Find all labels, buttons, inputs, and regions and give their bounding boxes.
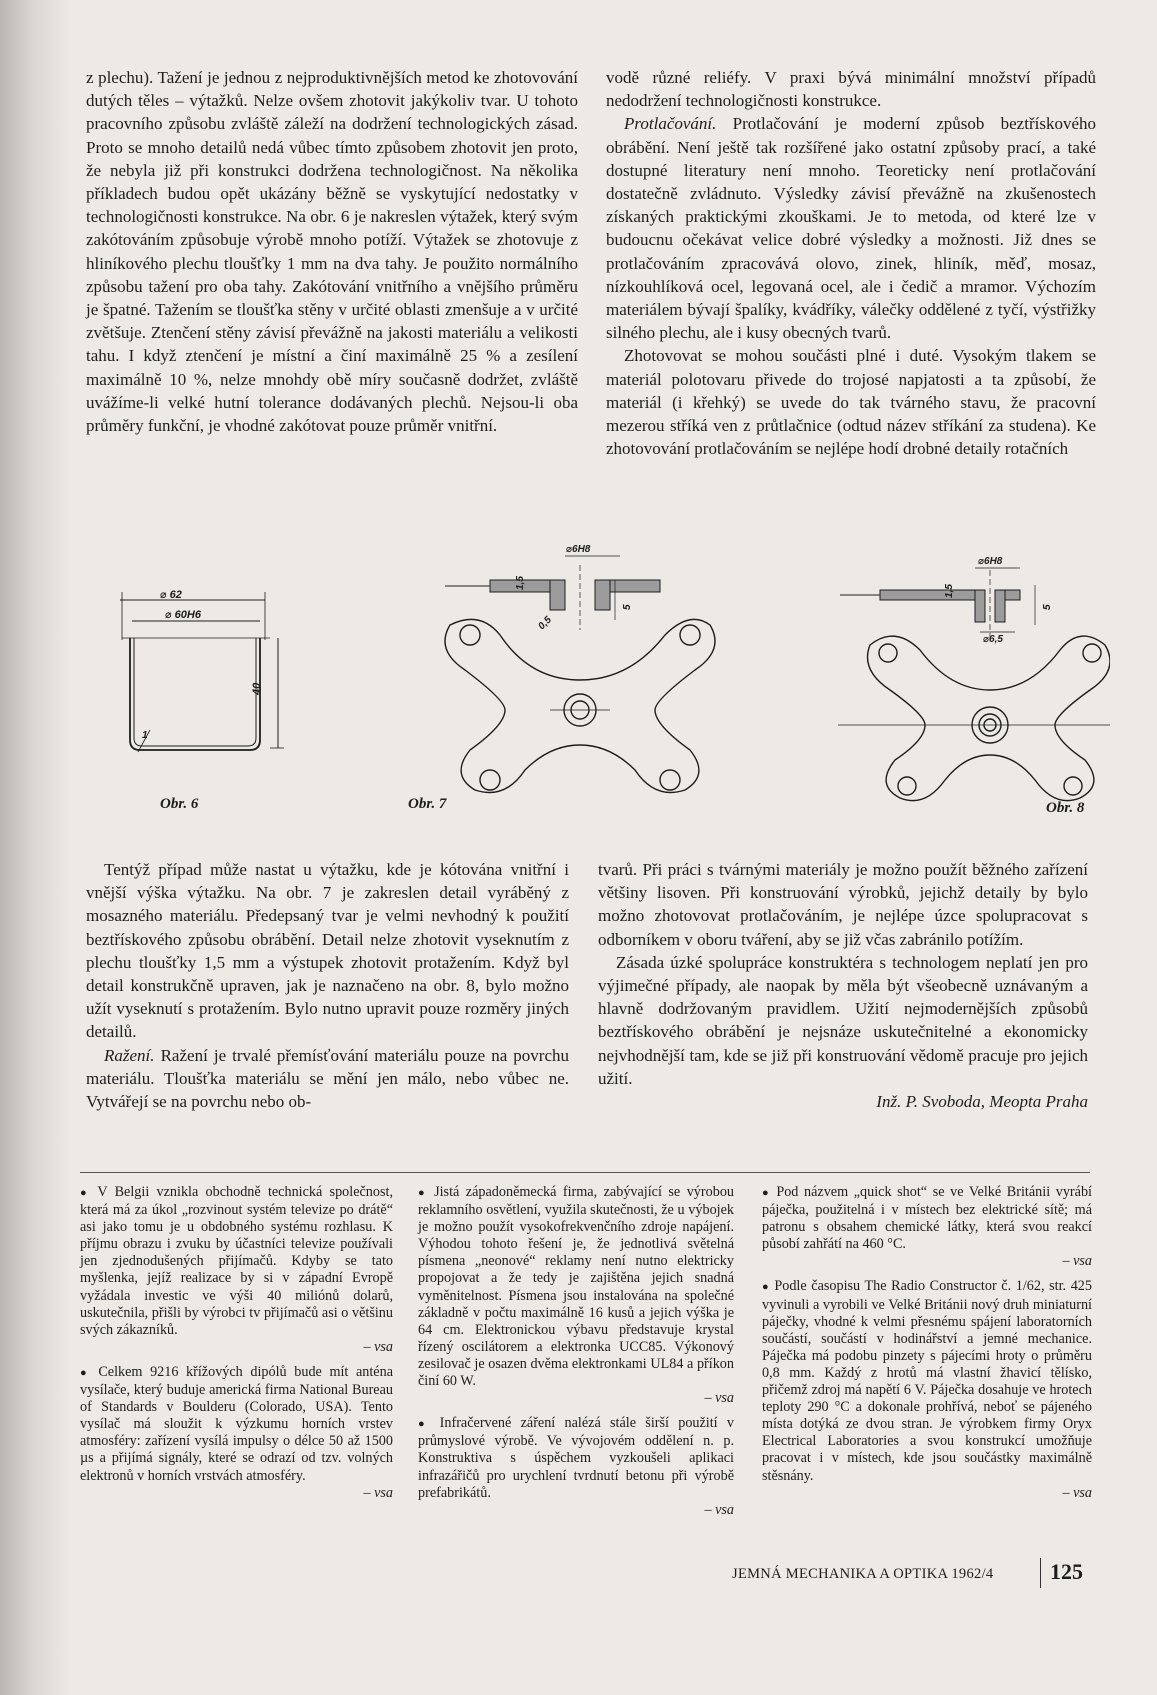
dim-outer-diameter: ⌀6,5 (983, 634, 1003, 645)
section-heading-razeni: Ražení. (104, 1045, 155, 1065)
news-item: ● Celkem 9216 křížových dipólů bude mít anténa vysílače, který buduje americká firma National Bureau of Standards v Boulderu (Colorado, USA). Tento vysílač má sloužit k výzkumu horních vrstev atmosféry: zařízení vysílá impulsy o délce 50 až 1500 µs a přijímá signály, které se odrazí od tzv. volných elektronů v horních vrstvách atmosféry. – vsa (80, 1363, 393, 1501)
article-paragraph: Protlačování. Protlačování je moderní způsob beztřískového obrábění. Není ještě tak rozšířené jako ostatní způsoby prací, a také dostupné literatury není mnoho. Teoreticky není protlačování dostatečně zvládnuto. Výsledky závisí převážně na zkušenostech získaných praktickými zkouškami. Je to metoda, od které lze v budoucnu očekávat velice dobré výsledky a možnosti. Již dnes se protlačováním zpracovává olovo, zinek, hliník, měď, mosaz, nízkouhlíková ocel, legovaná ocel, ale i čedič a mramor. Výchozím materiálem bývají špalíky, kvádříky, válečky oddělené z tyčí, výstřižky silného plechu, ale i kusy obecných tvarů. (606, 114, 1096, 343)
caption-obr7: Obr. 7 (408, 796, 447, 812)
article-paragraph: Tentýž případ může nastat u výtažku, kde je kótována vnitřní i vnější výška výtažku. Na obr. 7 je zakreslen detail vyráběný z mosazného materiálu. Předepsaný tvar je velmi nevhodný k použití beztřískového způsobu obrábění. Detail nelze zhotovit vyseknutím z plechu tloušťky 1,5 mm a výstupek zhotovit protažením. Když byl detail konstrukčně upraven, jak je naznačeno na obr. 8, bylo možno užít vyseknutí s protažením. Bylo nutno upravit pouze rozměry jiných detailů. (86, 860, 569, 1042)
news-col-2 (418, 1184, 734, 1527)
dim-thickness: 1,5 (944, 584, 955, 598)
article-col-left-bottom (86, 858, 569, 1113)
news-item: ● Podle časopisu The Radio Constructor č. 1/62, str. 425 vyvinuli a vyrobili ve Velké Británii nový druh miniaturní páječky, vhodné k velmi přesnému spájení laboratorních součástí, součástí v hodinářství a jemné mechanice. Páječka má podobu pinzety s pájecími hroty o průměru 0,8 mm. Každý z hrotů má vlastní žhavicí tělísko, přičemž zdroj má napětí 6 V. Páječka dosahuje ve hrotech teploty 290 °C a dokonale prohřívá, neboť se pájeného místa dotýká ze dvou stran. Je výrobkem firmy Oryx Electrical Laboratories a svou konstrukcí umožňuje pracovat i v místech, kde jsou součástky maximálně stěsnány. – vsa (762, 1278, 1092, 1501)
dim-outer-diameter: ⌀ 62 (160, 589, 182, 601)
news-item: ● Infračervené záření nalézá stále širší použití v průmyslové výrobě. Ve vývojovém oddělení n. p. Konstruktiva s úspěchem vyzkoušeli aplikaci infrazářičů pro urychlení tvrdnutí betonu při výrobě prefabrikátů. – vsa (418, 1415, 734, 1518)
dim-bore: ⌀6H8 (566, 544, 591, 555)
bullet-icon: ● (762, 1187, 771, 1199)
news-col-1 (80, 1184, 393, 1510)
news-item: ● V Belgii vznikla obchodně technická společnost, která má za úkol „rozvinout systém televize po drátě“ asi jako tomu je u obdobného systému rozhlasu. K příjmu obrazu i zvuku by účastníci televize používali jen zjednodušených přijímačů. Kdyby se tato myšlenka, jejíž realizace by si v západní Evropě vyžádala investic ve výši 40 miliónů dolarů, uskutečnila, přišli by výrobci tv přijímačů asi o většinu svých zákazníků. – vsa (80, 1184, 393, 1355)
bullet-icon: ● (80, 1187, 91, 1199)
dim-bore: ⌀6H8 (978, 556, 1003, 567)
article-col-right-top (606, 66, 1096, 460)
article-paragraph: tvarů. Při práci s tvárnými materiály je možno použít běžného zařízení většiny lisoven. Při konstruování výrobků, jejichž detaily by bylo možno zhotovovat protlačováním, je nejlépe úzce spolupracovat s odborníkem v oboru tváření, aby se již včas zabránilo potížím. (598, 860, 1088, 949)
article-col-left-top (86, 66, 578, 437)
caption-obr8: Obr. 8 (1046, 800, 1085, 816)
caption-obr6: Obr. 6 (160, 796, 199, 812)
dim-height: 40 (251, 682, 263, 695)
figure-obr6 (120, 592, 284, 752)
bullet-icon: ● (80, 1366, 91, 1379)
journal-footer: JEMNÁ MECHANIKA A OPTIKA 1962/4 (732, 1566, 994, 1582)
news-item: ● Pod názvem „quick shot“ se ve Velké Británii vyrábí páječka, použitelná i v místech bez elektrické sítě; má patronu s obsahem chemické látky, která svou reakcí působí zahřátí na 460 °C. – vsa (762, 1184, 1092, 1270)
dim-radius: 1 (142, 730, 148, 741)
news-separator-rule (80, 1172, 1090, 1173)
news-col-3 (762, 1184, 1092, 1510)
dim-inner-diameter: ⌀ 60H6 (165, 609, 201, 621)
dim-chamfer: 0,5 (536, 614, 554, 633)
figure-obr8 (838, 568, 1110, 801)
figure-obr7 (445, 556, 715, 793)
dim-height: 5 (1042, 604, 1053, 610)
figures-area (110, 530, 1110, 850)
section-heading-protlacovani: Protlačování. (624, 114, 717, 134)
article-paragraph: z plechu). Tažení je jednou z nejproduktivnějších metod ke zhotovování dutých těles – výtažků. Nelze ovšem zhotovit jakýkoliv tvar. U tohoto pracovního způsobu zvláště záleží na dodržení technologických zásad. Proto se mnoho detailů nedá vůbec tímto způsobem zhotovit jen proto, že nebyla již při konstrukci dodržena technologičnost. Na několika příkladech budou opět ukázány běžně se vyskytující nedostatky v technologičnosti konstrukce. Na obr. 6 je nakreslen výtažek, který svým zakótováním způsobuje výrobě mnoho potíží. Výtažek se zhotovuje z hliníkového plechu tloušťky 1 mm na dva tahy. Je použito normálního způsobu tažení pro oba tahy. Zakótování vnitřního a vnějšího průměru je špatné. Tažením se tloušťka stěny v určité oblasti zmenšuje a v určité zvětšuje. Ztenčení stěny závisí převážně na jakosti materiálu a velikosti tahu. I když ztenčení je místní a činí maximálně 25 % a zesílení maximálně 10 %, nelze mnohdy obě míry současně dodržet, zvláště uvážíme-li velké hutní tolerance dodávaných plechů. Nejsou-li oba průměry funkční, je vhodné zakótovat pouze průměr vnitřní. (86, 68, 578, 436)
news-item: ● Jistá západoněmecká firma, zabývající se výrobou reklamního osvětlení, využila skutečnosti, že u výbojek je možno použít vysokofrekvenčního zdroje napájení. Výhodou tohoto řešení je, že jednotlivá světelná písmena „neonové“ reklamy není nutno elektricky propojovat a že tedy je zajištěna jejich snadná vyměnitelnost. Písmena jsou instalována na společné základně v počtu maximálně 16 kusů a jejich výška je 64 cm. Elektronickou výbavu představuje krystal řízený oscilátorem a elektronka UCC85. Výkonový zesilovač je osazen dvěma elektronkami UL84 a příkon činí 60 W. – vsa (418, 1184, 735, 1407)
bullet-icon: ● (418, 1187, 428, 1199)
dim-thickness: 1,5 (515, 576, 526, 590)
bullet-icon: ● (418, 1418, 431, 1431)
scan-shadow (0, 0, 70, 1695)
article-paragraph: Zhotovovat se mohou součásti plné i duté. Vysokým tlakem se materiál polotovaru přivede do trojosé napjatosti a ta způsobí, že materiál (i křehký) se uvede do tak tvárného stavu, že pracovní mezerou stříká ven z průtlačnice (odtud název stříkání za studena). Ke zhotovování protlačováním se nejlépe hodí drobné detaily rotačních (606, 346, 1096, 459)
article-paragraph: Zásada úzké spolupráce konstruktéra s technologem neplatí jen pro výjimečné případy, ale naopak by měla být všeobecně uznávaným a hlavně dodržovaným pravidlem. Užití nejmodernějších způsobů beztřískového obrábění je nejsnáze uskutečnitelné a ekonomicky nejvhodnější tam, kde se již při konstruování vědomě pracuje pro jejich užití. (598, 952, 1088, 1088)
article-signature: Inž. P. Svoboda, Meopta Praha (876, 1092, 1088, 1112)
article-col-right-bottom (598, 858, 1088, 1113)
article-paragraph: Ražení. Ražení je trvalé přemísťování materiálu pouze na povrchu materiálu. Tloušťka materiálu se mění jen málo, nebo vůbec ne. Vytvářejí se na povrchu nebo ob- (86, 1045, 569, 1112)
page-number: 125 (1050, 1559, 1083, 1584)
bullet-icon: ● (762, 1281, 770, 1294)
dim-height: 5 (622, 604, 633, 610)
article-paragraph: vodě různé reliéfy. V praxi bývá minimální množství případů nedodržení technologičnosti konstrukce. (606, 68, 1096, 111)
footer-divider (1040, 1558, 1041, 1588)
